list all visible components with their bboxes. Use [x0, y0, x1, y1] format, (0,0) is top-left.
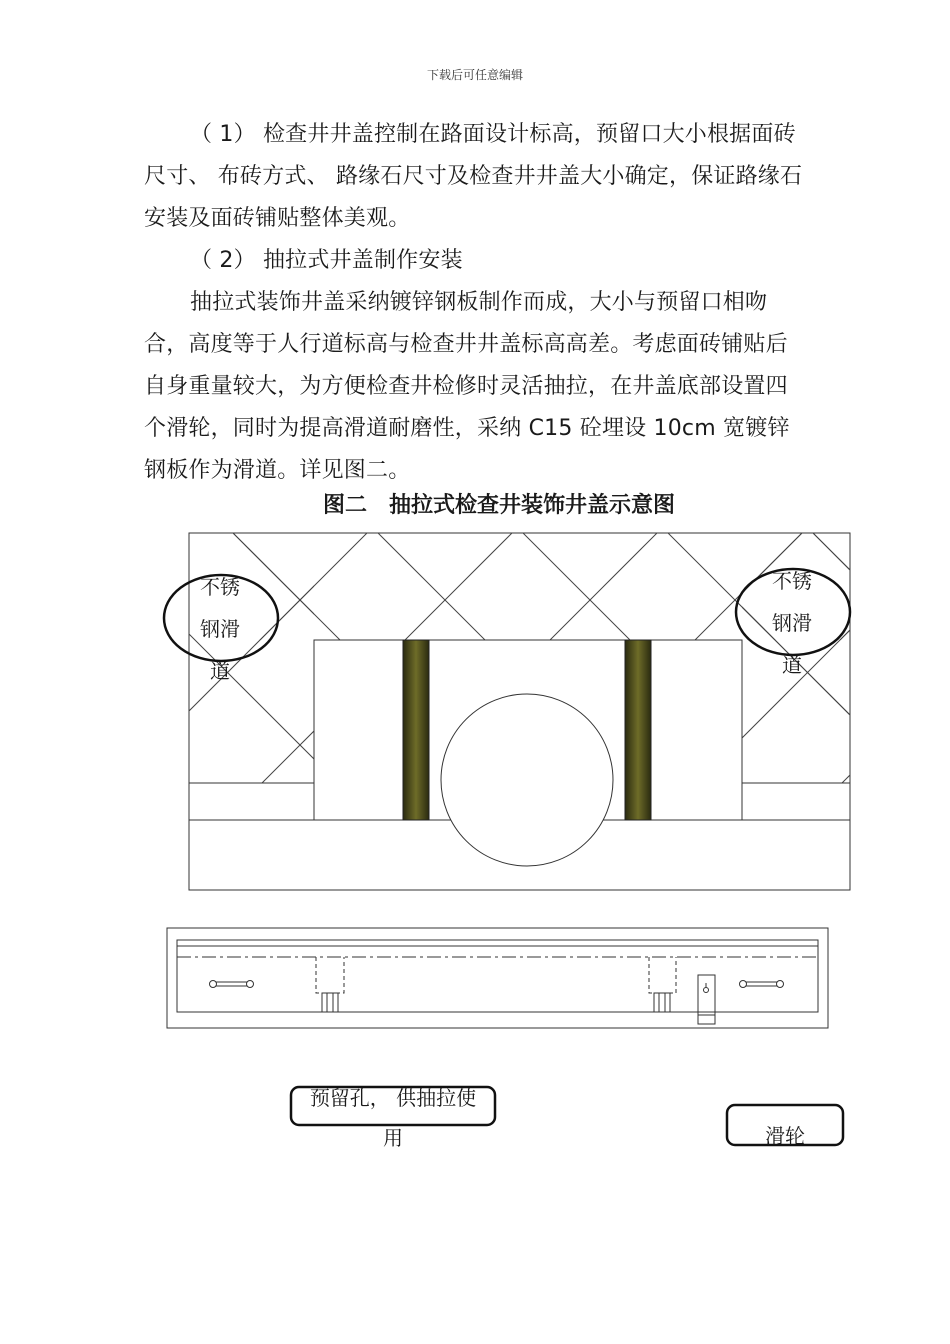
paragraph-1: （ 1） 检查井井盖控制在路面设计标高，预留口大小根据面砖尺寸、 布砖方式、 路缘石尺寸及检查井井盖大小确定，保证路缘石安装及面砖铺贴整体美观。 — [144, 122, 803, 231]
label-wheel: 滑轮 — [765, 1124, 805, 1148]
manhole-cover-circle — [441, 694, 613, 866]
wheel-right — [649, 957, 676, 1012]
wheel-left — [316, 957, 344, 1012]
label-reserved-hole: 预留孔， 供抽拉使用 — [309, 1086, 477, 1150]
paragraph-3: 抽拉式装饰井盖采纳镀锌钢板制作而成，大小与预留口相吻合，高度等于人行道标高与检查井井盖标高高差。考虑面砖铺贴后自身重量较大，为方便检查井检修时灵活抽拉，在井盖底部设置四个滑轮，同时为提高滑道耐磨性，采纳 C15 砼埋设 10cm 宽镀锌钢板作为滑道。详见图二。 — [144, 290, 790, 483]
steel-rail-left — [403, 640, 429, 820]
figure-title: 图二 抽拉式检查井装饰井盖示意图 — [322, 493, 675, 518]
slot-right — [740, 981, 784, 988]
slot-left — [210, 981, 254, 988]
label-steel-rail-left: 不锈钢滑道 — [200, 575, 240, 683]
section-view — [167, 928, 828, 1028]
paragraph-2: （ 2） 抽拉式井盖制作安装 — [190, 248, 463, 273]
label-steel-rail-right: 不锈钢滑道 — [772, 569, 812, 677]
page-header: 下载后可任意编辑 — [426, 68, 523, 82]
pull-handle — [698, 975, 715, 1024]
steel-rail-right — [625, 640, 651, 820]
